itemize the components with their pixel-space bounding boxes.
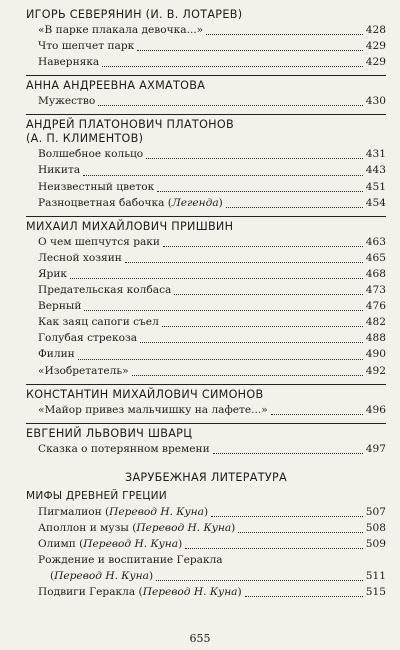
entry-title: О чем шепчутся раки — [38, 235, 160, 248]
entry-page: 508 — [365, 521, 386, 534]
toc-entry[interactable] — [38, 504, 386, 520]
leader-dots — [132, 375, 363, 376]
leader-dots — [211, 516, 363, 517]
toc-entry[interactable] — [38, 250, 386, 266]
leader-dots — [271, 414, 363, 415]
subsection-heading: МИФЫ ДРЕВНЕЙ ГРЕЦИИ — [26, 489, 167, 502]
toc-entry[interactable] — [38, 402, 386, 418]
entry-title: Голубая стрекоза — [38, 332, 138, 345]
entry-title: Филин — [38, 348, 75, 361]
entry-page: 492 — [365, 364, 386, 377]
table-of-contents — [26, 8, 386, 600]
entry-title: Аполлон и музы (Перевод Н. Куна) — [38, 521, 236, 534]
entry-page: 490 — [365, 348, 386, 361]
leader-dots — [238, 532, 362, 533]
leader-dots — [84, 310, 362, 311]
entry-title: Как заяц сапоги съел — [38, 316, 159, 329]
entry-page: 443 — [365, 164, 386, 177]
leader-dots — [78, 359, 363, 360]
leader-dots — [206, 34, 363, 35]
toc-entry[interactable] — [38, 22, 386, 38]
toc-entry[interactable] — [38, 93, 386, 109]
toc-entry[interactable] — [38, 266, 386, 282]
section-divider — [26, 216, 386, 217]
toc-entry[interactable] — [38, 330, 386, 346]
entry-page: 430 — [365, 95, 386, 108]
leader-dots — [156, 580, 363, 581]
toc-entry[interactable] — [38, 298, 386, 314]
section-divider — [26, 75, 386, 76]
entry-page: 476 — [365, 300, 386, 313]
leader-dots — [102, 66, 363, 67]
author-heading: МИХАИЛ МИХАЙЛОВИЧ ПРИШВИН — [26, 219, 234, 233]
entry-page: 451 — [365, 180, 386, 193]
entry-title: Никита — [38, 164, 81, 177]
leader-dots — [98, 105, 363, 106]
entry-page: 429 — [365, 40, 386, 53]
toc-entry[interactable] — [38, 54, 386, 70]
entry-title: Неизвестный цветок — [38, 180, 155, 193]
entry-title-continuation: (Перевод Н. Куна) 511 — [38, 568, 386, 584]
section-heading: ЗАРУБЕЖНАЯ ЛИТЕРАТУРА — [124, 470, 287, 484]
toc-entry[interactable] — [38, 179, 386, 195]
leader-dots — [146, 158, 363, 159]
entry-title: Разноцветная бабочка (Легенда) — [38, 196, 223, 209]
leader-dots — [83, 175, 363, 176]
toc-entry[interactable] — [38, 195, 386, 211]
entry-title: Мужество — [38, 95, 96, 108]
entry-title: Волшебное кольцо — [38, 148, 144, 161]
author-heading: ЕВГЕНИЙ ЛЬВОВИЧ ШВАРЦ — [26, 426, 193, 440]
entry-title: Подвиги Геракла (Перевод Н. Куна) — [38, 586, 242, 599]
author-heading: ИГОРЬ СЕВЕРЯНИН (И. В. ЛОТАРЕВ) — [26, 8, 243, 21]
entry-page: 429 — [365, 56, 386, 69]
entry-title: «В парке плакала девочка...» — [38, 24, 204, 36]
toc-entry[interactable] — [38, 38, 386, 54]
leader-dots — [157, 191, 363, 192]
toc-entry[interactable] — [38, 552, 386, 584]
toc-entry[interactable] — [38, 162, 386, 178]
leader-dots — [125, 262, 363, 263]
entry-page: 454 — [365, 196, 386, 209]
toc-entry[interactable] — [38, 520, 386, 536]
toc-entry[interactable] — [38, 536, 386, 552]
entry-title: Пигмалион (Перевод Н. Куна) — [38, 505, 209, 518]
section-divider — [26, 423, 386, 424]
leader-dots — [245, 596, 363, 597]
leader-dots — [70, 278, 363, 279]
entry-title: Наверняка — [38, 56, 100, 69]
entry-page: 468 — [365, 267, 386, 280]
entry-title: Что шепчет парк — [38, 40, 135, 53]
toc-entry[interactable] — [38, 146, 386, 162]
toc-entry[interactable] — [38, 346, 386, 362]
author-heading: АННА АНДРЕЕВНА АХМАТОВА — [26, 79, 206, 93]
toc-entry[interactable] — [38, 441, 386, 457]
entry-page: 509 — [365, 537, 386, 550]
leader-dots — [162, 326, 363, 327]
entry-title: «Изобретатель» — [38, 364, 129, 377]
toc-entry[interactable] — [38, 363, 386, 379]
leader-dots — [226, 207, 363, 208]
entry-page: 488 — [365, 332, 386, 345]
toc-entry[interactable] — [38, 584, 386, 600]
entry-page: 473 — [365, 284, 386, 297]
entry-title: Лесной хозяин — [38, 251, 122, 264]
leader-dots — [140, 342, 363, 343]
entry-page: 511 — [365, 570, 386, 583]
section-divider — [26, 384, 386, 385]
entry-page: 515 — [365, 586, 386, 599]
entry-page: 507 — [365, 505, 386, 518]
entry-title: Верный — [38, 300, 82, 313]
entry-title: Предательская колбаса — [38, 284, 172, 297]
author-heading — [26, 118, 386, 146]
leader-dots — [137, 50, 363, 51]
section-divider — [26, 114, 386, 115]
toc-entry[interactable] — [38, 314, 386, 330]
leader-dots — [163, 246, 363, 247]
entry-page: 497 — [365, 442, 386, 455]
toc-entry[interactable] — [38, 282, 386, 298]
entry-page: 465 — [365, 251, 386, 264]
leader-dots — [213, 453, 363, 454]
entry-title: Рождение и воспитание Геракла — [38, 554, 223, 567]
leader-dots — [174, 294, 362, 295]
author-pseudonym: (А. П. КЛИМЕНТОВ) — [26, 132, 144, 146]
entry-title: Сказка о потерянном времени — [38, 442, 210, 455]
entry-title: Олимп (Перевод Н. Куна) — [38, 537, 183, 550]
entry-page: 431 — [365, 148, 386, 161]
entry-title: «Майор привез мальчишку на лафете...» — [38, 403, 268, 416]
author-heading: КОНСТАНТИН МИХАЙЛОВИЧ СИМОНОВ — [26, 387, 264, 401]
page-number: 655 — [189, 632, 211, 645]
author-name: АНДРЕЙ ПЛАТОНОВИЧ ПЛАТОНОВ — [26, 118, 234, 132]
leader-dots — [185, 548, 363, 549]
entry-page: 496 — [365, 403, 386, 416]
entry-title: Ярик — [38, 267, 68, 280]
toc-entry[interactable] — [38, 234, 386, 250]
entry-page: 463 — [365, 235, 386, 248]
entry-page: 428 — [365, 24, 386, 36]
entry-page: 482 — [365, 316, 386, 329]
